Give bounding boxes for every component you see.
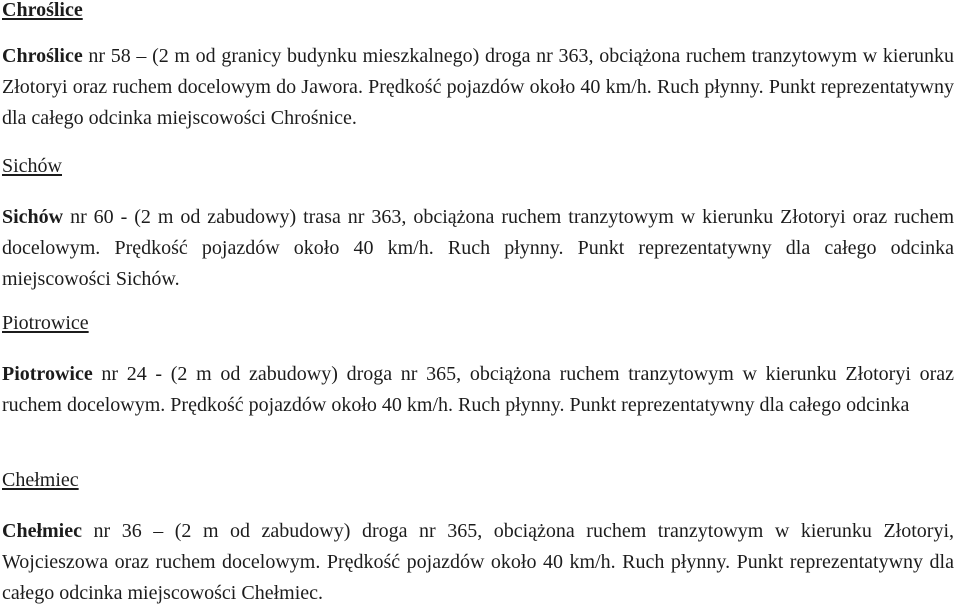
paragraph-text: nr 58 – (2 m od granicy budynku mieszkalnego) droga nr 363, obciążona ruchem tranzytowym w kierunku Złotoryi oraz ruchem docelowym do Jawora. Prędkość pojazdów około 40 km/h. Ruch płynny. Punkt reprezentatywny dla całego odcinka miejscowości Chrośnice. <box>2 45 954 129</box>
paragraph-text: nr 60 - (2 m od zabudowy) trasa nr 363, obciążona ruchem tranzytowym w kierunku Złotoryi oraz ruchem docelowym. Prędkość pojazdów około 40 km/h. Ruch płynny. Punkt reprezentatywny dla całego odcinka miejscowości Sichów. <box>2 206 954 290</box>
section-heading: Piotrowice <box>2 312 89 334</box>
section-sichow <box>2 154 954 294</box>
paragraph-text: nr 36 – (2 m od zabudowy) droga nr 365, obciążona ruchem tranzytowym w kierunku Złotoryi, Wojcieszowa oraz ruchem docelowym. Prędkość pojazdów około 40 km/h. Ruch płynny. Punkt reprezentatywny dla całego odcinka miejscowości Chełmiec. <box>2 520 954 604</box>
section-piotrowice <box>2 311 954 421</box>
section-heading: Sichów <box>2 155 62 177</box>
section-paragraph <box>2 41 954 133</box>
paragraph-text: nr 24 - (2 m od zabudowy) droga nr 365, obciążona ruchem tranzytowym w kierunku Złotoryi oraz ruchem docelowym. Prędkość pojazdów około 40 km/h. Ruch płynny. Punkt reprezentatywny dla całego odcinka <box>2 363 954 416</box>
section-paragraph <box>2 516 954 608</box>
section-paragraph <box>2 359 954 421</box>
location-name: Piotrowice <box>2 363 93 385</box>
section-chelmiec <box>2 468 954 608</box>
location-name: Chroślice <box>2 45 83 67</box>
section-heading: Chełmiec <box>2 469 79 491</box>
section-paragraph <box>2 202 954 294</box>
location-name: Chełmiec <box>2 520 82 542</box>
section-chroslice <box>2 0 954 133</box>
section-heading: Chroślice <box>2 0 83 21</box>
location-name: Sichów <box>2 206 64 228</box>
